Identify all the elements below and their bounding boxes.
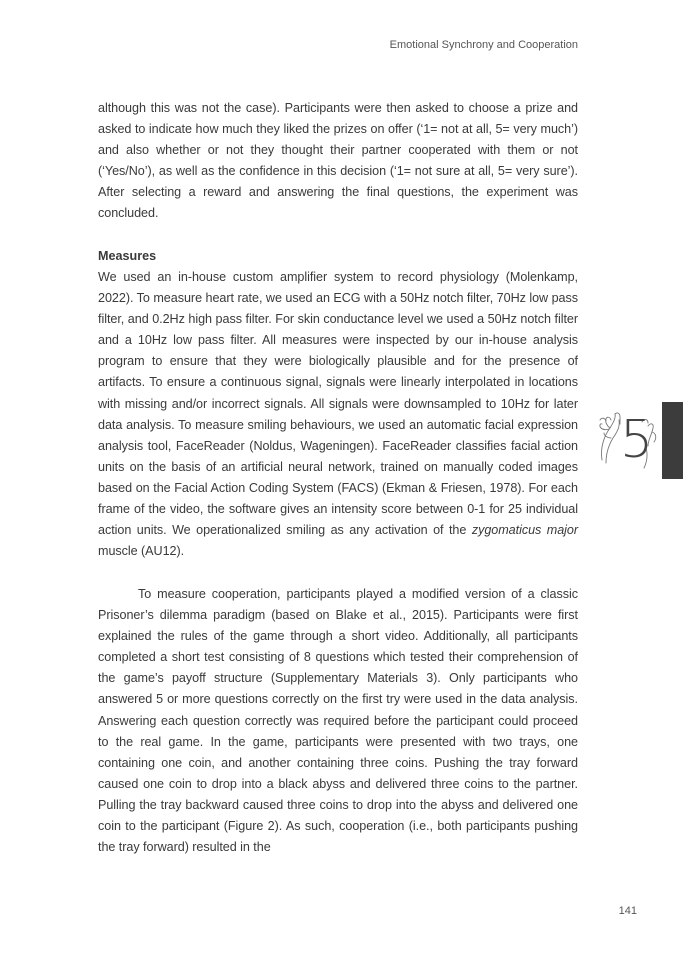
paragraph-text-part: muscle (AU12). — [98, 544, 185, 559]
running-header: Emotional Synchrony and Cooperation — [389, 39, 578, 51]
section-heading-measures: Measures — [98, 249, 157, 263]
page-number: 141 — [618, 905, 637, 917]
chapter-tab — [662, 402, 683, 479]
body-paragraph-2 — [98, 267, 578, 562]
paragraph-text: although this was not the case). Participants were then asked to choose a prize and asked to indicate how much they liked the prizes on offer (‘1= not at all, 5= very much’) and also whether or not they thought their partner cooperated with them or not (‘Yes/No’), as well as the confidence in this decision (‘1= not sure at all, 5= very sure’). After selecting a reward and answering the final questions, the experiment was concluded. — [98, 101, 578, 221]
body-paragraph-3 — [98, 584, 578, 858]
paragraph-text — [98, 267, 578, 562]
chapter-number: 5 — [620, 410, 654, 470]
paragraph-text-part: We used an in-house custom amplifier system to record physiology (Molenkamp, 2022). To measure heart rate, we used an ECG with a 50Hz notch filter, 70Hz low pass filter, and 0.2Hz high pass filter. For skin conductance level we used a 50Hz notch filter and a 10Hz low pass filter. All measures were inspected by our in-house analysis program to ensure that they were biologically plausible and for the presence of artifacts. To ensure a continuous signal, signals were linearly interpolated in locations with missing and/or incorrect signals. All signals were downsampled to 10Hz for later data analysis. To measure smiling behaviours, we used an automatic facial expression analysis tool, FaceReader (Noldus, Wageningen). FaceReader classifies facial action units on the basis of an artificial neural network, trained on manually coded images based on the Facial Action Coding System (FACS) (Ekman & Friesen, 1978). For each frame of the video, the software gives an intensity score between 0-1 for 25 individual action units. We operationalized smiling as any activation of the — [98, 270, 578, 538]
body-paragraph-1 — [98, 98, 578, 225]
paragraph-text: To measure cooperation, participants played a modified version of a classic Prisoner’s dilemma paradigm (based on Blake et al., 2015). Participants were first explained the rules of the game through a short video. Additionally, all participants completed a short test consisting of 8 questions which tested their comprehension of the game’s payoff structure (Supplementary Materials 3). Only participants who answered 5 or more questions correctly on the first try were used in the data analysis. Answering each question correctly was required before the participant could proceed to the real game. In the game, participants were presented with two trays, one containing one coin, and another containing three coins. Pushing the tray forward caused one coin to drop into a black abyss and delivered three coins to the partner. Pulling the tray backward caused three coins to drop into the abyss and delivered one coin to the participant (Figure 2). As such, cooperation (i.e., both participants pushing the tray forward) resulted in the — [98, 587, 578, 855]
muscle-name-italic: zygomaticus major — [471, 523, 578, 538]
